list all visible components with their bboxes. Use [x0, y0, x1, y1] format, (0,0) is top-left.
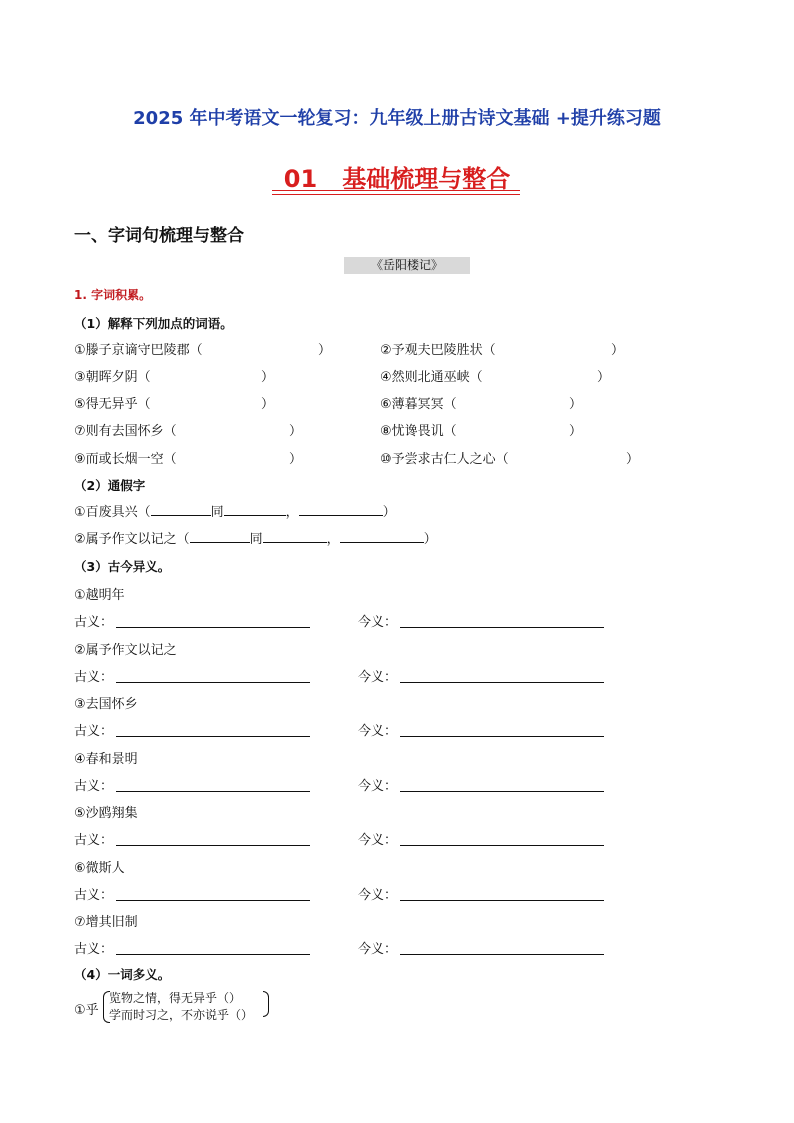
ancient-meaning-blank[interactable] [116, 682, 310, 683]
explain-close: ） [318, 343, 332, 358]
answer-blank[interactable] [299, 501, 383, 516]
gujin-item: ④春和景明 [74, 751, 138, 767]
explain-close: ） [597, 370, 611, 385]
modern-meaning-blank[interactable] [400, 627, 604, 628]
explain-heading: （1）解释下列加点的词语。 [74, 316, 233, 331]
explain-item-3: ③朝晖夕阴（ [74, 370, 151, 385]
explain-item-4: ④然则北通巫峡（ [380, 370, 483, 385]
answer-blank[interactable] [190, 528, 250, 543]
duoyi-item-label: ①乎 [74, 1003, 99, 1018]
passage-label: 《岳阳楼记》 [344, 257, 470, 274]
ancient-meaning-label: 古义： [74, 833, 114, 848]
explain-close: ） [569, 397, 583, 412]
explain-item-9: ⑨而或长烟一空（ [74, 452, 177, 467]
duoyi-line-1: 览物之情，得无异乎（） [109, 991, 242, 1005]
tongjia-item: ②属予作文以记之（ 同 ， ） [74, 528, 437, 547]
ancient-meaning-label: 古义： [74, 615, 114, 630]
ancient-meaning-label: 古义： [74, 942, 114, 957]
answer-blank[interactable] [151, 501, 211, 516]
explain-item-2: ②予观夫巴陵胜状（ [380, 343, 496, 358]
gujin-heading: （3）古今异义。 [74, 559, 171, 574]
explain-close: ） [289, 424, 303, 439]
gujin-item: ⑤沙鸥翔集 [74, 806, 138, 821]
explain-close: ） [289, 452, 303, 467]
tongjia-item: ①百废具兴（ 同 ， ） [74, 501, 396, 520]
explain-item-1: ①滕子京谪守巴陵郡（ [74, 343, 203, 358]
ancient-meaning-blank[interactable] [116, 627, 310, 628]
duoyi-heading: （4）一词多义。 [74, 967, 171, 982]
ancient-meaning-blank[interactable] [116, 845, 310, 846]
explain-item-7: ⑦则有去国怀乡（ [74, 424, 177, 439]
modern-meaning-blank[interactable] [400, 845, 604, 846]
modern-meaning-blank[interactable] [400, 900, 604, 901]
gujin-item: ⑥微斯人 [74, 860, 125, 876]
gujin-item: ③去国怀乡 [74, 697, 138, 712]
modern-meaning-blank[interactable] [400, 682, 604, 683]
modern-meaning-blank[interactable] [400, 791, 604, 792]
explain-close: ） [626, 452, 640, 467]
section-title: 基础梳理与整合 [342, 165, 511, 193]
explain-close: ） [261, 397, 275, 412]
modern-meaning-label: 今义： [358, 778, 398, 794]
explain-item-8: ⑧忧谗畏讥（ [380, 424, 457, 439]
modern-meaning-label: 今义： [358, 942, 398, 957]
section-underline [272, 190, 520, 191]
tongjia-heading: （2）通假字 [74, 478, 146, 493]
answer-blank[interactable] [340, 528, 424, 543]
document-title: 2025 年中考语文一轮复习：九年级上册古诗文基础 +提升练习题 [133, 108, 661, 129]
ancient-meaning-label: 古义： [74, 887, 114, 903]
modern-meaning-label: 今义： [358, 669, 398, 685]
gujin-item: ①越明年 [74, 588, 125, 603]
section-heading [0, 159, 794, 194]
question-heading: 1. 字词积累。 [74, 288, 152, 302]
ancient-meaning-label: 古义： [74, 724, 114, 739]
modern-meaning-label: 今义： [358, 833, 398, 848]
modern-meaning-label: 今义： [358, 615, 398, 630]
answer-blank[interactable] [263, 528, 327, 543]
ancient-meaning-label: 古义： [74, 669, 114, 685]
section-number: 01 [283, 165, 318, 193]
ancient-meaning-blank[interactable] [116, 736, 310, 737]
answer-blank[interactable] [224, 501, 286, 516]
ancient-meaning-blank[interactable] [116, 900, 310, 901]
ancient-meaning-blank[interactable] [116, 791, 310, 792]
section-underline-thin [272, 194, 520, 195]
explain-item-10: ⑩予尝求古仁人之心（ [380, 452, 509, 467]
modern-meaning-label: 今义： [358, 887, 398, 903]
explain-item-6: ⑥薄暮冥冥（ [380, 397, 457, 412]
ancient-meaning-label: 古义： [74, 778, 114, 794]
explain-close: ） [569, 424, 583, 439]
part-title: 一、字词句梳理与整合 [74, 226, 244, 246]
gujin-item: ②属予作文以记之 [74, 642, 177, 658]
modern-meaning-blank[interactable] [400, 736, 604, 737]
right-brace [263, 991, 269, 1017]
explain-close: ） [611, 343, 625, 358]
modern-meaning-blank[interactable] [400, 954, 604, 955]
ancient-meaning-blank[interactable] [116, 954, 310, 955]
explain-close: ） [261, 370, 275, 385]
gujin-item: ⑦增其旧制 [74, 915, 138, 930]
modern-meaning-label: 今义： [358, 724, 398, 739]
duoyi-line-2: 学而时习之，不亦说乎（） [109, 1008, 254, 1022]
explain-item-5: ⑤得无异乎（ [74, 397, 151, 412]
